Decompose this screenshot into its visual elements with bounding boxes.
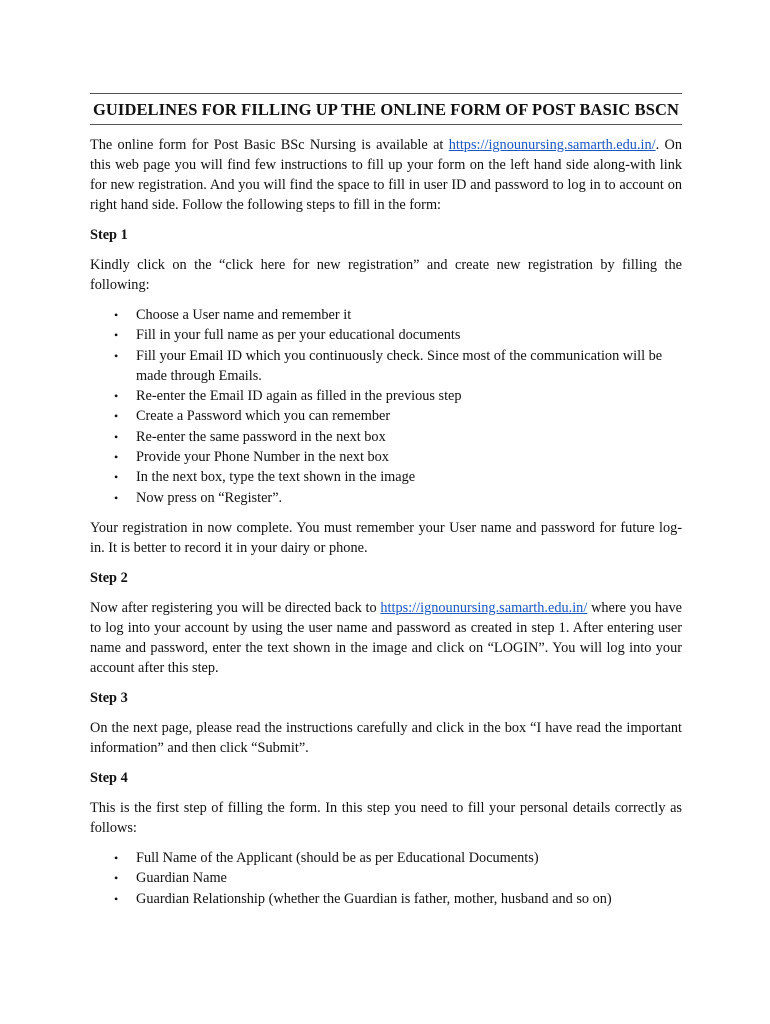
bullet-icon: •: [114, 328, 119, 343]
list-item-text: Now press on “Register”.: [136, 489, 283, 506]
portal-link[interactable]: https://ignounursing.samarth.edu.in/: [448, 137, 656, 153]
list-item: [114, 447, 682, 467]
bullet-icon: •: [114, 308, 119, 322]
list-item: [114, 346, 682, 387]
step2-text-after-link: where you have to log into your account by using the user name and password as created in step 1. After entering user name and password, enter the text shown in the image and click on “LOGIN”. You will log into your account after this step.: [90, 599, 682, 676]
list-item-text: Create a Password which you can remember: [136, 408, 391, 425]
bullet-icon: •: [114, 409, 119, 424]
step4-text: This is the first step of filling the form. In this step you need to fill your personal details correctly as follows:: [90, 799, 682, 836]
step3-heading: Step 3: [90, 689, 128, 706]
step1-text: Kindly click on the “click here for new registration” and create new registration by filling the following:: [90, 257, 682, 293]
bullet-icon: •: [114, 871, 119, 886]
bullet-icon: •: [114, 470, 119, 485]
list-item: [114, 406, 682, 426]
list-item: [114, 467, 682, 487]
list-item: [114, 848, 682, 868]
step2-text-before-link: Now after registering you will be directed back to: [90, 599, 381, 616]
step1-list: [90, 305, 682, 508]
bullet-icon: •: [114, 429, 119, 444]
intro-text-after-link: . On this web page you will find few instructions to fill up your form on the left hand side along-with link for new registration. And you will find the space to fill in user ID and password to log in to account on right hand side. Follow the following steps to fill in the form:: [90, 137, 682, 213]
list-item: [114, 488, 682, 508]
list-item: [114, 325, 682, 345]
bullet-icon: •: [114, 389, 119, 404]
list-item-text: Fill in your full name as per your educational documents: [136, 327, 461, 344]
intro-paragraph: [90, 135, 682, 215]
bullet-icon: •: [114, 850, 119, 865]
step4-list: [90, 848, 682, 909]
bullet-icon: •: [114, 348, 119, 363]
step1-heading: Step 1: [90, 227, 128, 243]
list-item-text: Full Name of the Applicant (should be as per Educational Documents): [136, 849, 539, 866]
list-item-text: Re-enter the Email ID again as filled in the previous step: [136, 388, 462, 405]
list-item: [114, 386, 682, 406]
title-bottom-rule: [90, 124, 682, 125]
intro-text-before-link: The online form for Post Basic BSc Nursing is available at: [90, 137, 449, 153]
bullet-icon: •: [114, 490, 119, 505]
list-item: [114, 427, 682, 447]
step2-heading: Step 2: [90, 569, 128, 586]
step2-paragraph: [90, 598, 682, 678]
step4-heading: Step 4: [90, 769, 128, 786]
list-item-text: Provide your Phone Number in the next box: [136, 449, 389, 466]
list-item: [114, 868, 682, 888]
step1-completion-text: Your registration in now complete. You must remember your User name and password for future log-in. It is better to record it in your dairy or phone.: [90, 519, 682, 556]
list-item-text: Fill your Email ID which you continuously check. Since most of the communication will be made through Emails.: [136, 347, 663, 384]
title-top-rule: [90, 93, 682, 94]
portal-link[interactable]: https://ignounursing.samarth.edu.in/: [380, 599, 588, 616]
step3-text: On the next page, please read the instructions carefully and click in the box “I have read the important information” and then click “Submit”.: [90, 719, 682, 756]
list-item-text: In the next box, type the text shown in the image: [136, 469, 416, 486]
list-item-text: Re-enter the same password in the next box: [136, 428, 386, 445]
list-item: [114, 305, 682, 325]
document-title: GUIDELINES FOR FILLING UP THE ONLINE FORM OF POST BASIC BSCN: [92, 100, 680, 119]
bullet-icon: •: [114, 450, 119, 465]
list-item-text: Choose a User name and remember it: [136, 307, 352, 323]
list-item-text: Guardian Relationship (whether the Guardian is father, mother, husband and so on): [136, 890, 612, 907]
list-item: [114, 889, 682, 909]
list-item-text: Guardian Name: [136, 870, 227, 887]
bullet-icon: •: [114, 891, 119, 906]
